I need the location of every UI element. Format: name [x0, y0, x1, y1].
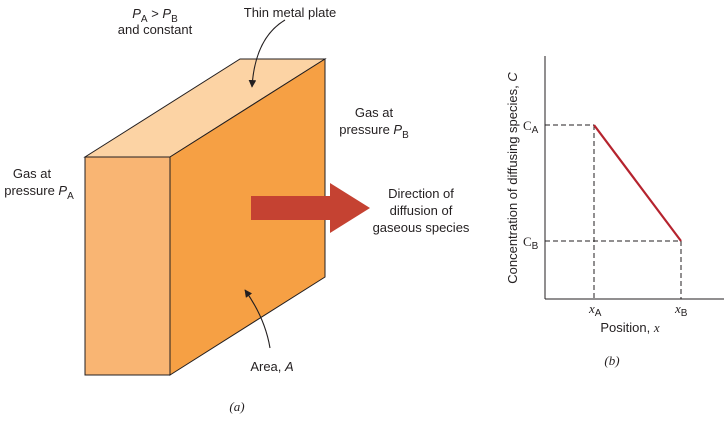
direction-line2: diffusion of: [389, 203, 453, 218]
direction-line1: Direction of: [388, 186, 454, 201]
caption-a: (a): [229, 399, 245, 414]
pressure-relation: $P_A > P_B$: [132, 6, 178, 25]
y-axis-label: Concentration of diffusing species, C: [505, 72, 520, 284]
ca-label: $C_A$: [523, 118, 539, 136]
direction-line3: gaseous species: [372, 220, 470, 235]
concentration-line: [594, 125, 681, 241]
xa-label: $x_A$: [589, 301, 602, 319]
pressure-note: and constant: [117, 22, 193, 37]
gas-left-line1: Gas at: [12, 166, 52, 181]
cb-label: $C_B$: [523, 234, 539, 252]
gas-right-line1: Gas at: [354, 105, 394, 120]
xb-label: $x_B$: [675, 301, 688, 319]
gas-right-line2: pressure $P_B$: [339, 122, 409, 141]
concentration-plot: [545, 56, 724, 299]
x-axis-label: Position, x: [600, 320, 660, 335]
caption-b: (b): [604, 353, 620, 368]
plate-label: Thin metal plate: [243, 5, 337, 20]
area-label: Area, A: [250, 359, 294, 374]
gas-left-line2: pressure $P_A$: [4, 183, 74, 202]
plate-side-face: [85, 157, 170, 375]
